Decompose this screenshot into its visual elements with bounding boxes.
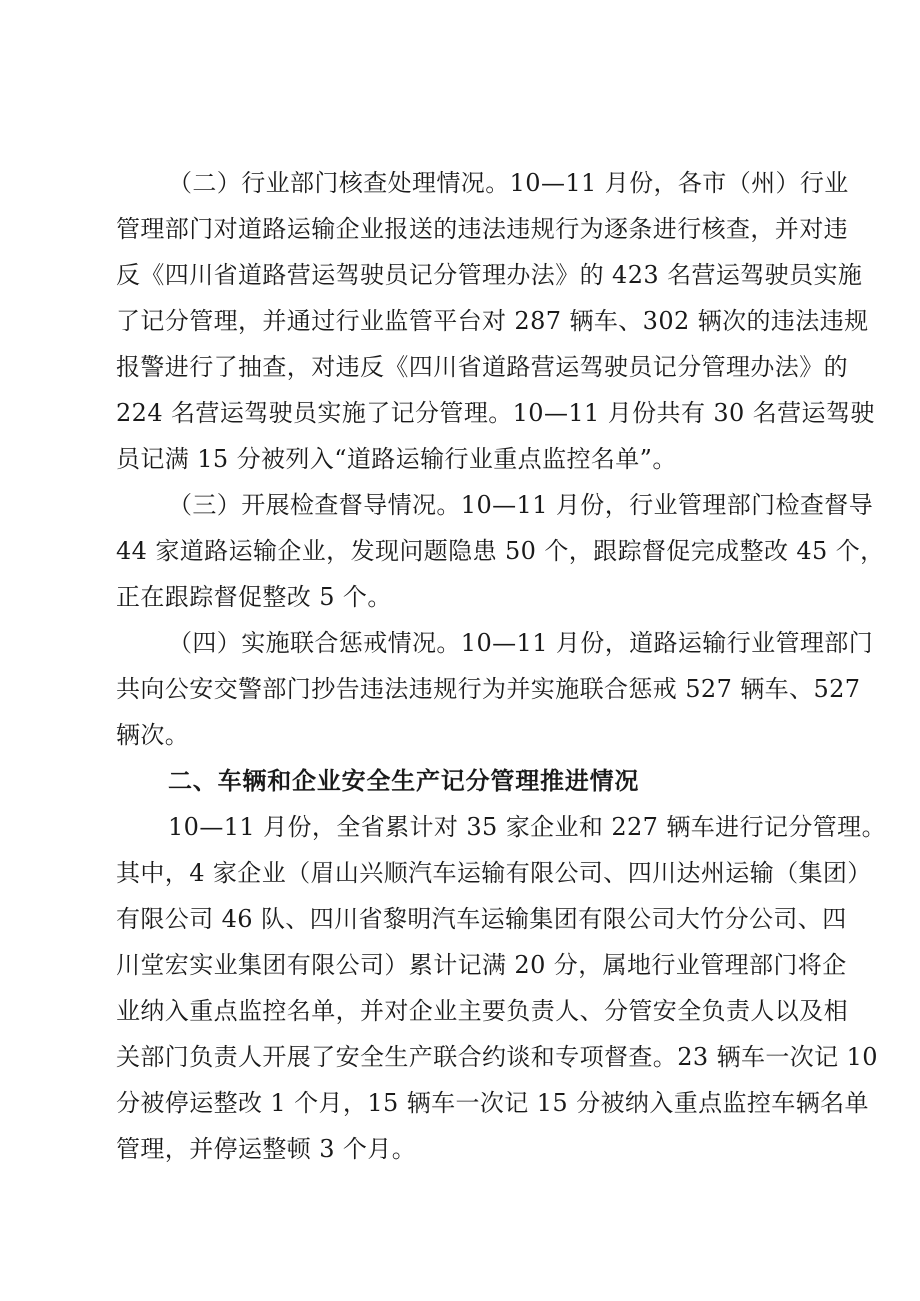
paragraph-4-line-1: （四）实施联合惩戒情况。10—11 月份，道路运输行业管理部门 — [168, 629, 874, 657]
paragraph-2-line-5: 报警进行了抽查，对违反《四川省道路营运驾驶员记分管理办法》的 — [116, 353, 848, 381]
paragraph-6-line-3: 川堂宏实业集团有限公司）累计记满 20 分，属地行业管理部门将企 — [116, 951, 847, 979]
paragraph-2-line-1: （二）行业部门核查处理情况。10—11 月份，各市（州）行业 — [168, 169, 849, 197]
paragraph-2-line-6: 224 名营运驾驶员实施了记分管理。10—11 月份共有 30 名营运驾驶 — [116, 399, 875, 427]
paragraph-4-line-3: 辆次。 — [116, 721, 190, 749]
paragraph-3-line-1: （三）开展检查督导情况。10—11 月份，行业管理部门检查督导 — [168, 491, 874, 519]
paragraph-2-line-4: 了记分管理，并通过行业监管平台对 287 辆车、302 辆次的违法违规 — [116, 307, 869, 335]
paragraph-3-line-2: 44 家道路运输企业，发现问题隐患 50 个，跟踪督促完成整改 45 个， — [116, 537, 885, 565]
paragraph-6-line-7: 管理，并停运整顿 3 个月。 — [116, 1135, 417, 1163]
paragraph-2-line-3: 反《四川省道路营运驾驶员记分管理办法》的 423 名营运驾驶员实施 — [116, 261, 863, 289]
paragraph-6-line-2: 有限公司 46 队、四川省黎明汽车运输集团有限公司大竹分公司、四 — [116, 905, 847, 933]
paragraph-2-line-7: 员记满 15 分被列入“道路运输行业重点监控名单”。 — [116, 445, 677, 473]
paragraph-6-line-5: 关部门负责人开展了安全生产联合约谈和专项督查。23 辆车一次记 10 — [116, 1043, 878, 1071]
section-heading: 二、车辆和企业安全生产记分管理推进情况 — [168, 767, 640, 795]
paragraph-2-line-2: 管理部门对道路运输企业报送的违法违规行为逐条进行核查，并对违 — [116, 215, 848, 243]
paragraph-3-line-3: 正在跟踪督促整改 5 个。 — [116, 583, 392, 611]
paragraph-4-line-2: 共向公安交警部门抄告违法违规行为并实施联合惩戒 527 辆车、527 — [116, 675, 861, 703]
paragraph-6-line-6: 分被停运整改 1 个月，15 辆车一次记 15 分被纳入重点监控车辆名单 — [116, 1089, 869, 1117]
paragraph-6-line-4: 业纳入重点监控名单，并对企业主要负责人、分管安全负责人以及相 — [116, 997, 848, 1025]
paragraph-6-line-1: 其中，4 家企业（眉山兴顺汽车运输有限公司、四川达州运输（集团） — [116, 859, 872, 887]
paragraph-5-line-1: 10—11 月份，全省累计对 35 家企业和 227 辆车进行记分管理。 — [168, 813, 886, 841]
